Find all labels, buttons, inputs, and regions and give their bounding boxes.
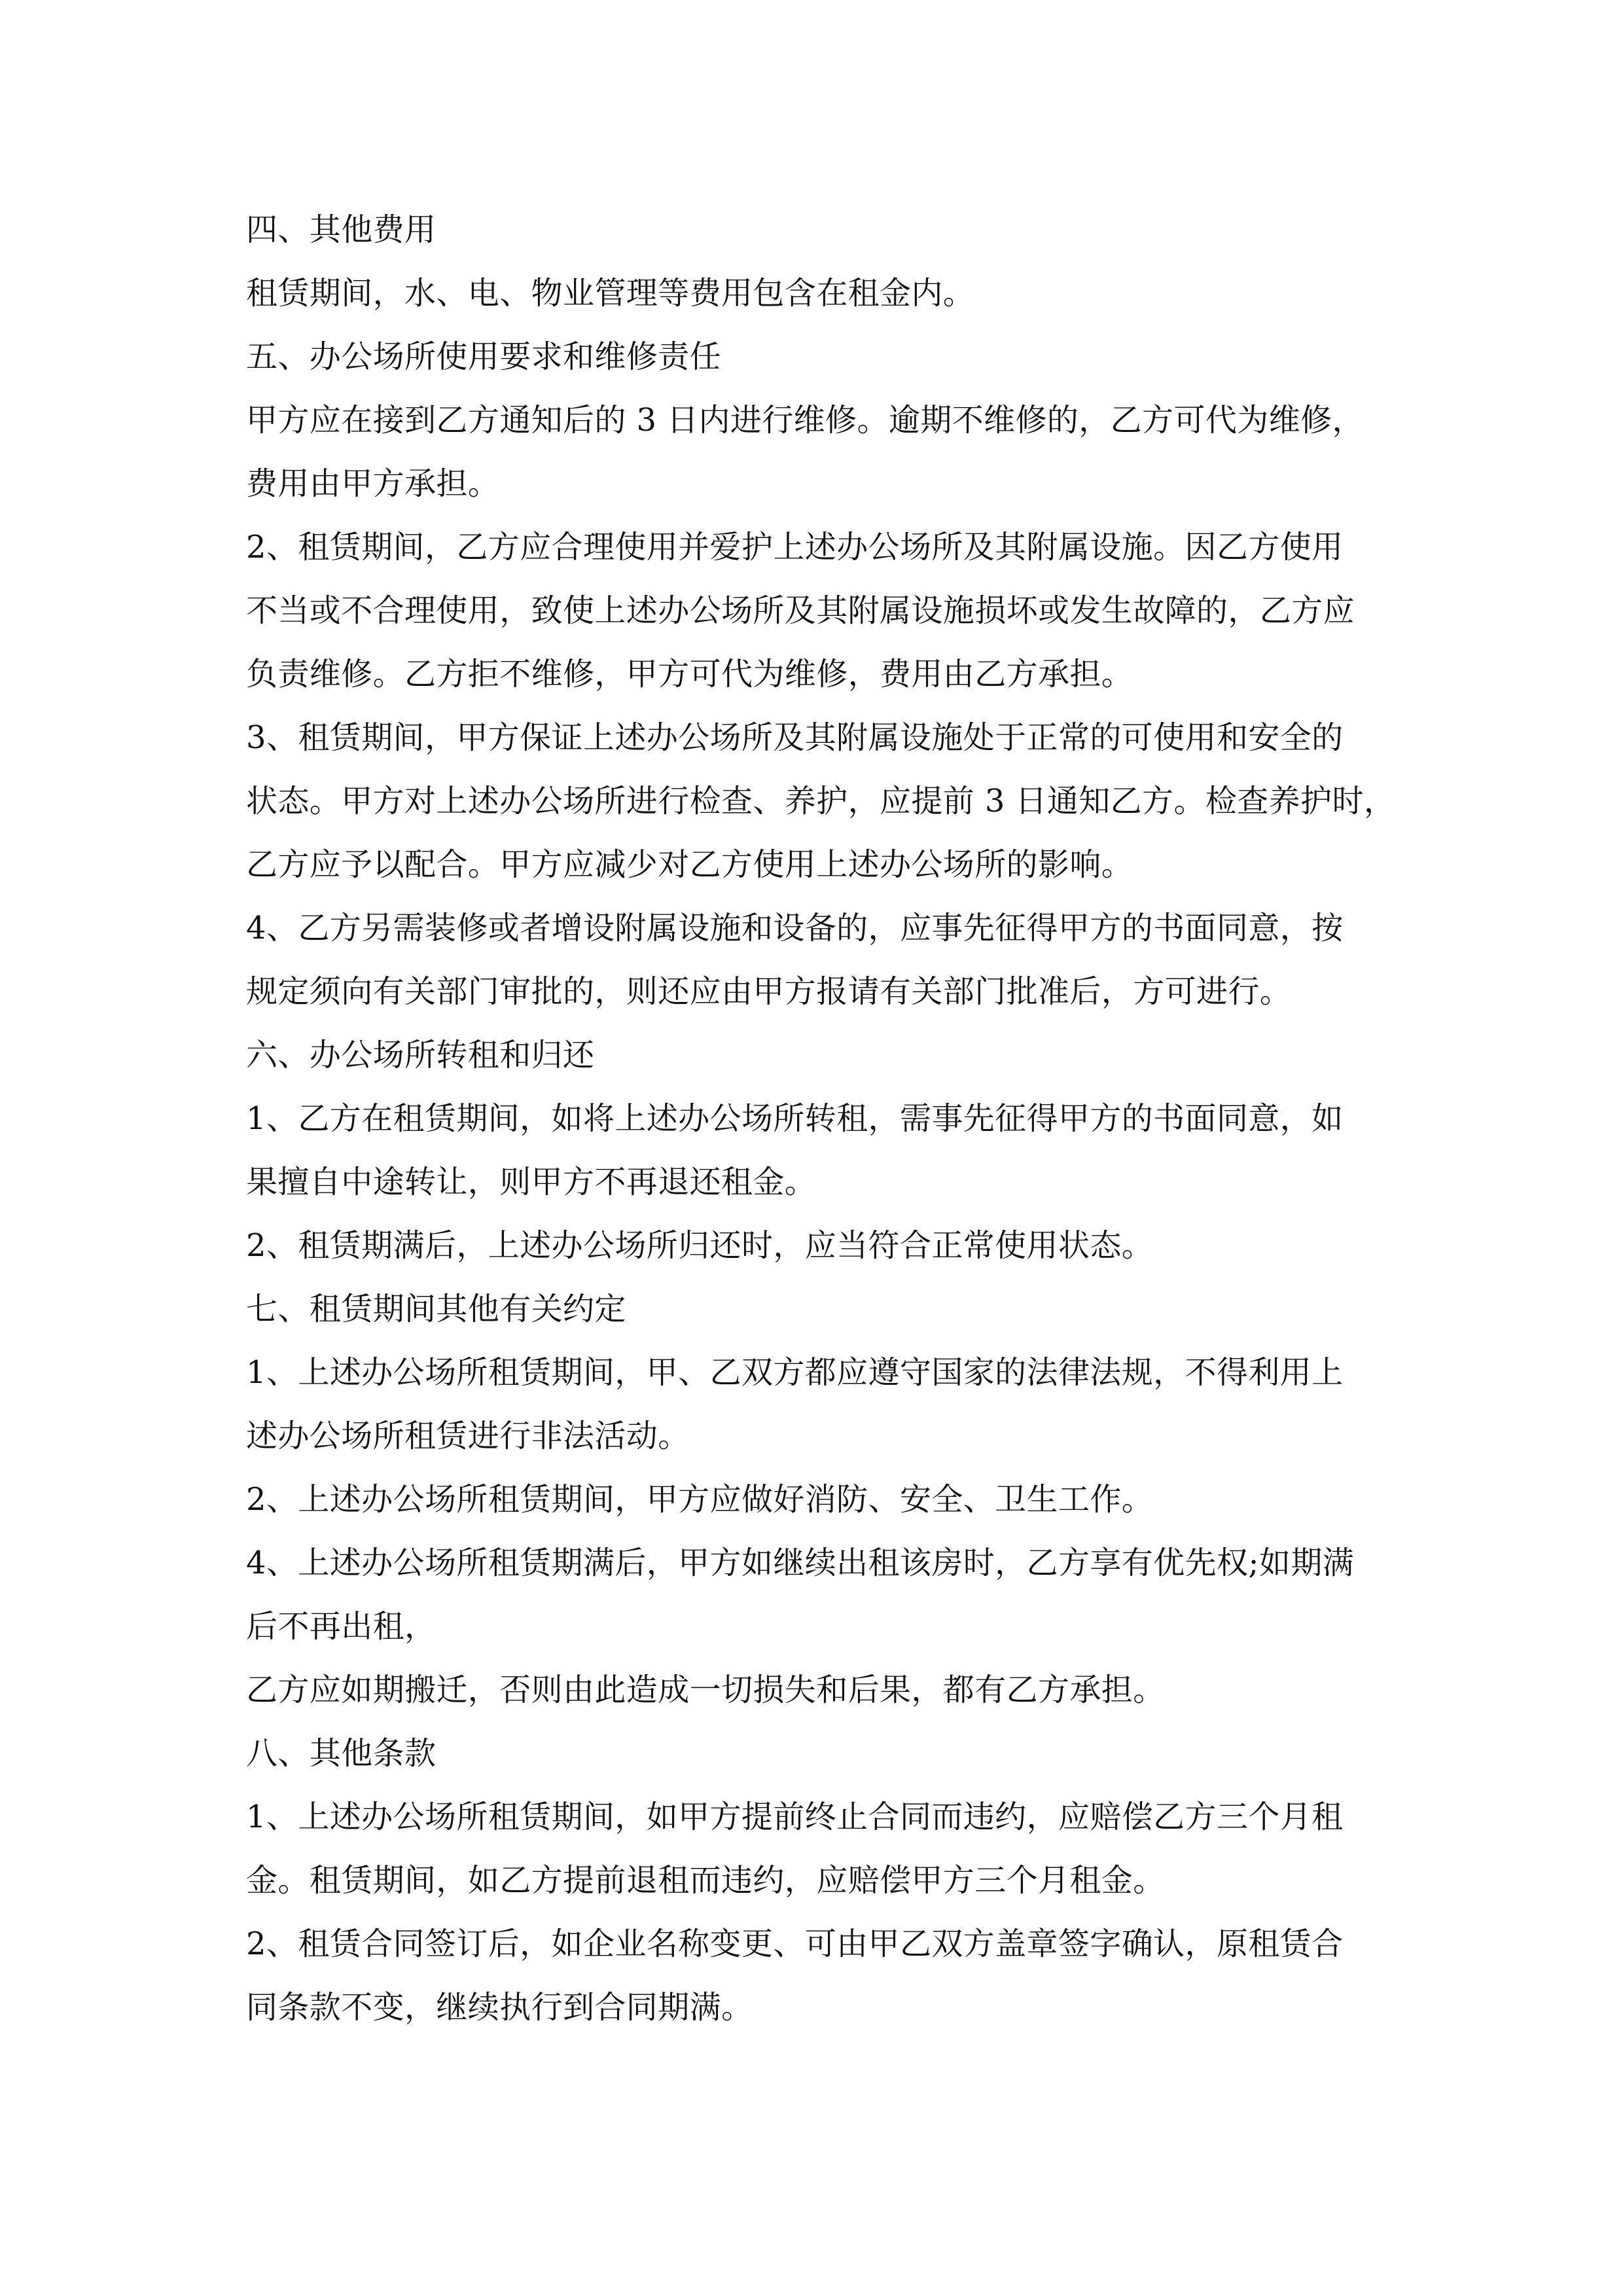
paragraph-line: 后不再出租， (246, 1608, 437, 1645)
paragraph-line: 述办公场所租赁进行非法活动。 (246, 1418, 690, 1454)
paragraph-line: 甲方应在接到乙方通知后的 3 日内进行维修。逾期不维修的，乙方可代为维修， (246, 402, 1364, 439)
paragraph-line: 2、租赁合同签订后，如企业名称变更、可由甲乙双方盖章签字确认，原租赁合 (246, 1926, 1344, 1962)
section-heading-other-terms: 八、其他条款 (246, 1735, 437, 1772)
paragraph-line: 同条款不变，继续执行到合同期满。 (246, 1989, 753, 2026)
paragraph-line: 4、乙方另需装修或者增设附属设施和设备的，应事先征得甲方的书面同意，按 (246, 910, 1344, 946)
paragraph-line: 2、租赁期满后，上述办公场所归还时，应当符合正常使用状态。 (246, 1227, 1154, 1264)
paragraph-line: 1、乙方在租赁期间，如将上述办公场所转租，需事先征得甲方的书面同意，如 (246, 1100, 1344, 1137)
section-heading-sublease-return: 六、办公场所转租和归还 (246, 1037, 595, 1073)
paragraph-line: 状态。甲方对上述办公场所进行检查、养护，应提前 3 日通知乙方。检查养护时， (246, 783, 1396, 819)
paragraph-line: 1、上述办公场所租赁期间，如甲方提前终止合同而违约，应赔偿乙方三个月租 (246, 1799, 1344, 1835)
paragraph-line: 1、上述办公场所租赁期间，甲、乙双方都应遵守国家的法律法规，不得利用上 (246, 1354, 1344, 1391)
paragraph-line: 不当或不合理使用，致使上述办公场所及其附属设施损坏或发生故障的，乙方应 (246, 592, 1355, 629)
paragraph-line: 费用由甲方承担。 (246, 465, 500, 502)
paragraph-line: 乙方应如期搬迁，否则由此造成一切损失和后果，都有乙方承担。 (246, 1672, 1165, 1708)
section-heading-other-agreements: 七、租赁期间其他有关约定 (246, 1291, 626, 1327)
paragraph-line: 规定须向有关部门审批的，则还应由甲方报请有关部门批准后，方可进行。 (246, 973, 1292, 1010)
section-heading-usage-repair: 五、办公场所使用要求和维修责任 (246, 338, 722, 375)
paragraph-line: 2、上述办公场所租赁期间，甲方应做好消防、安全、卫生工作。 (246, 1481, 1154, 1518)
paragraph-line: 负责维修。乙方拒不维修，甲方可代为维修，费用由乙方承担。 (246, 656, 1133, 692)
paragraph-line: 2、租赁期间，乙方应合理使用并爱护上述办公场所及其附属设施。因乙方使用 (246, 529, 1344, 565)
paragraph-line: 3、租赁期间，甲方保证上述办公场所及其附属设施处于正常的可使用和安全的 (246, 719, 1344, 756)
paragraph-line: 果擅自中途转让，则甲方不再退还租金。 (246, 1164, 817, 1200)
document-body (246, 208, 1396, 2049)
section-heading-other-fees: 四、其他费用 (246, 211, 437, 248)
paragraph-line: 4、上述办公场所租赁期满后，甲方如继续出租该房时，乙方享有优先权;如期满 (246, 1545, 1355, 1581)
paragraph-line: 乙方应予以配合。甲方应减少对乙方使用上述办公场所的影响。 (246, 846, 1133, 883)
paragraph-line: 金。租赁期间，如乙方提前退租而违约，应赔偿甲方三个月租金。 (246, 1862, 1165, 1899)
paragraph-line: 租赁期间，水、电、物业管理等费用包含在租金内。 (246, 275, 975, 312)
